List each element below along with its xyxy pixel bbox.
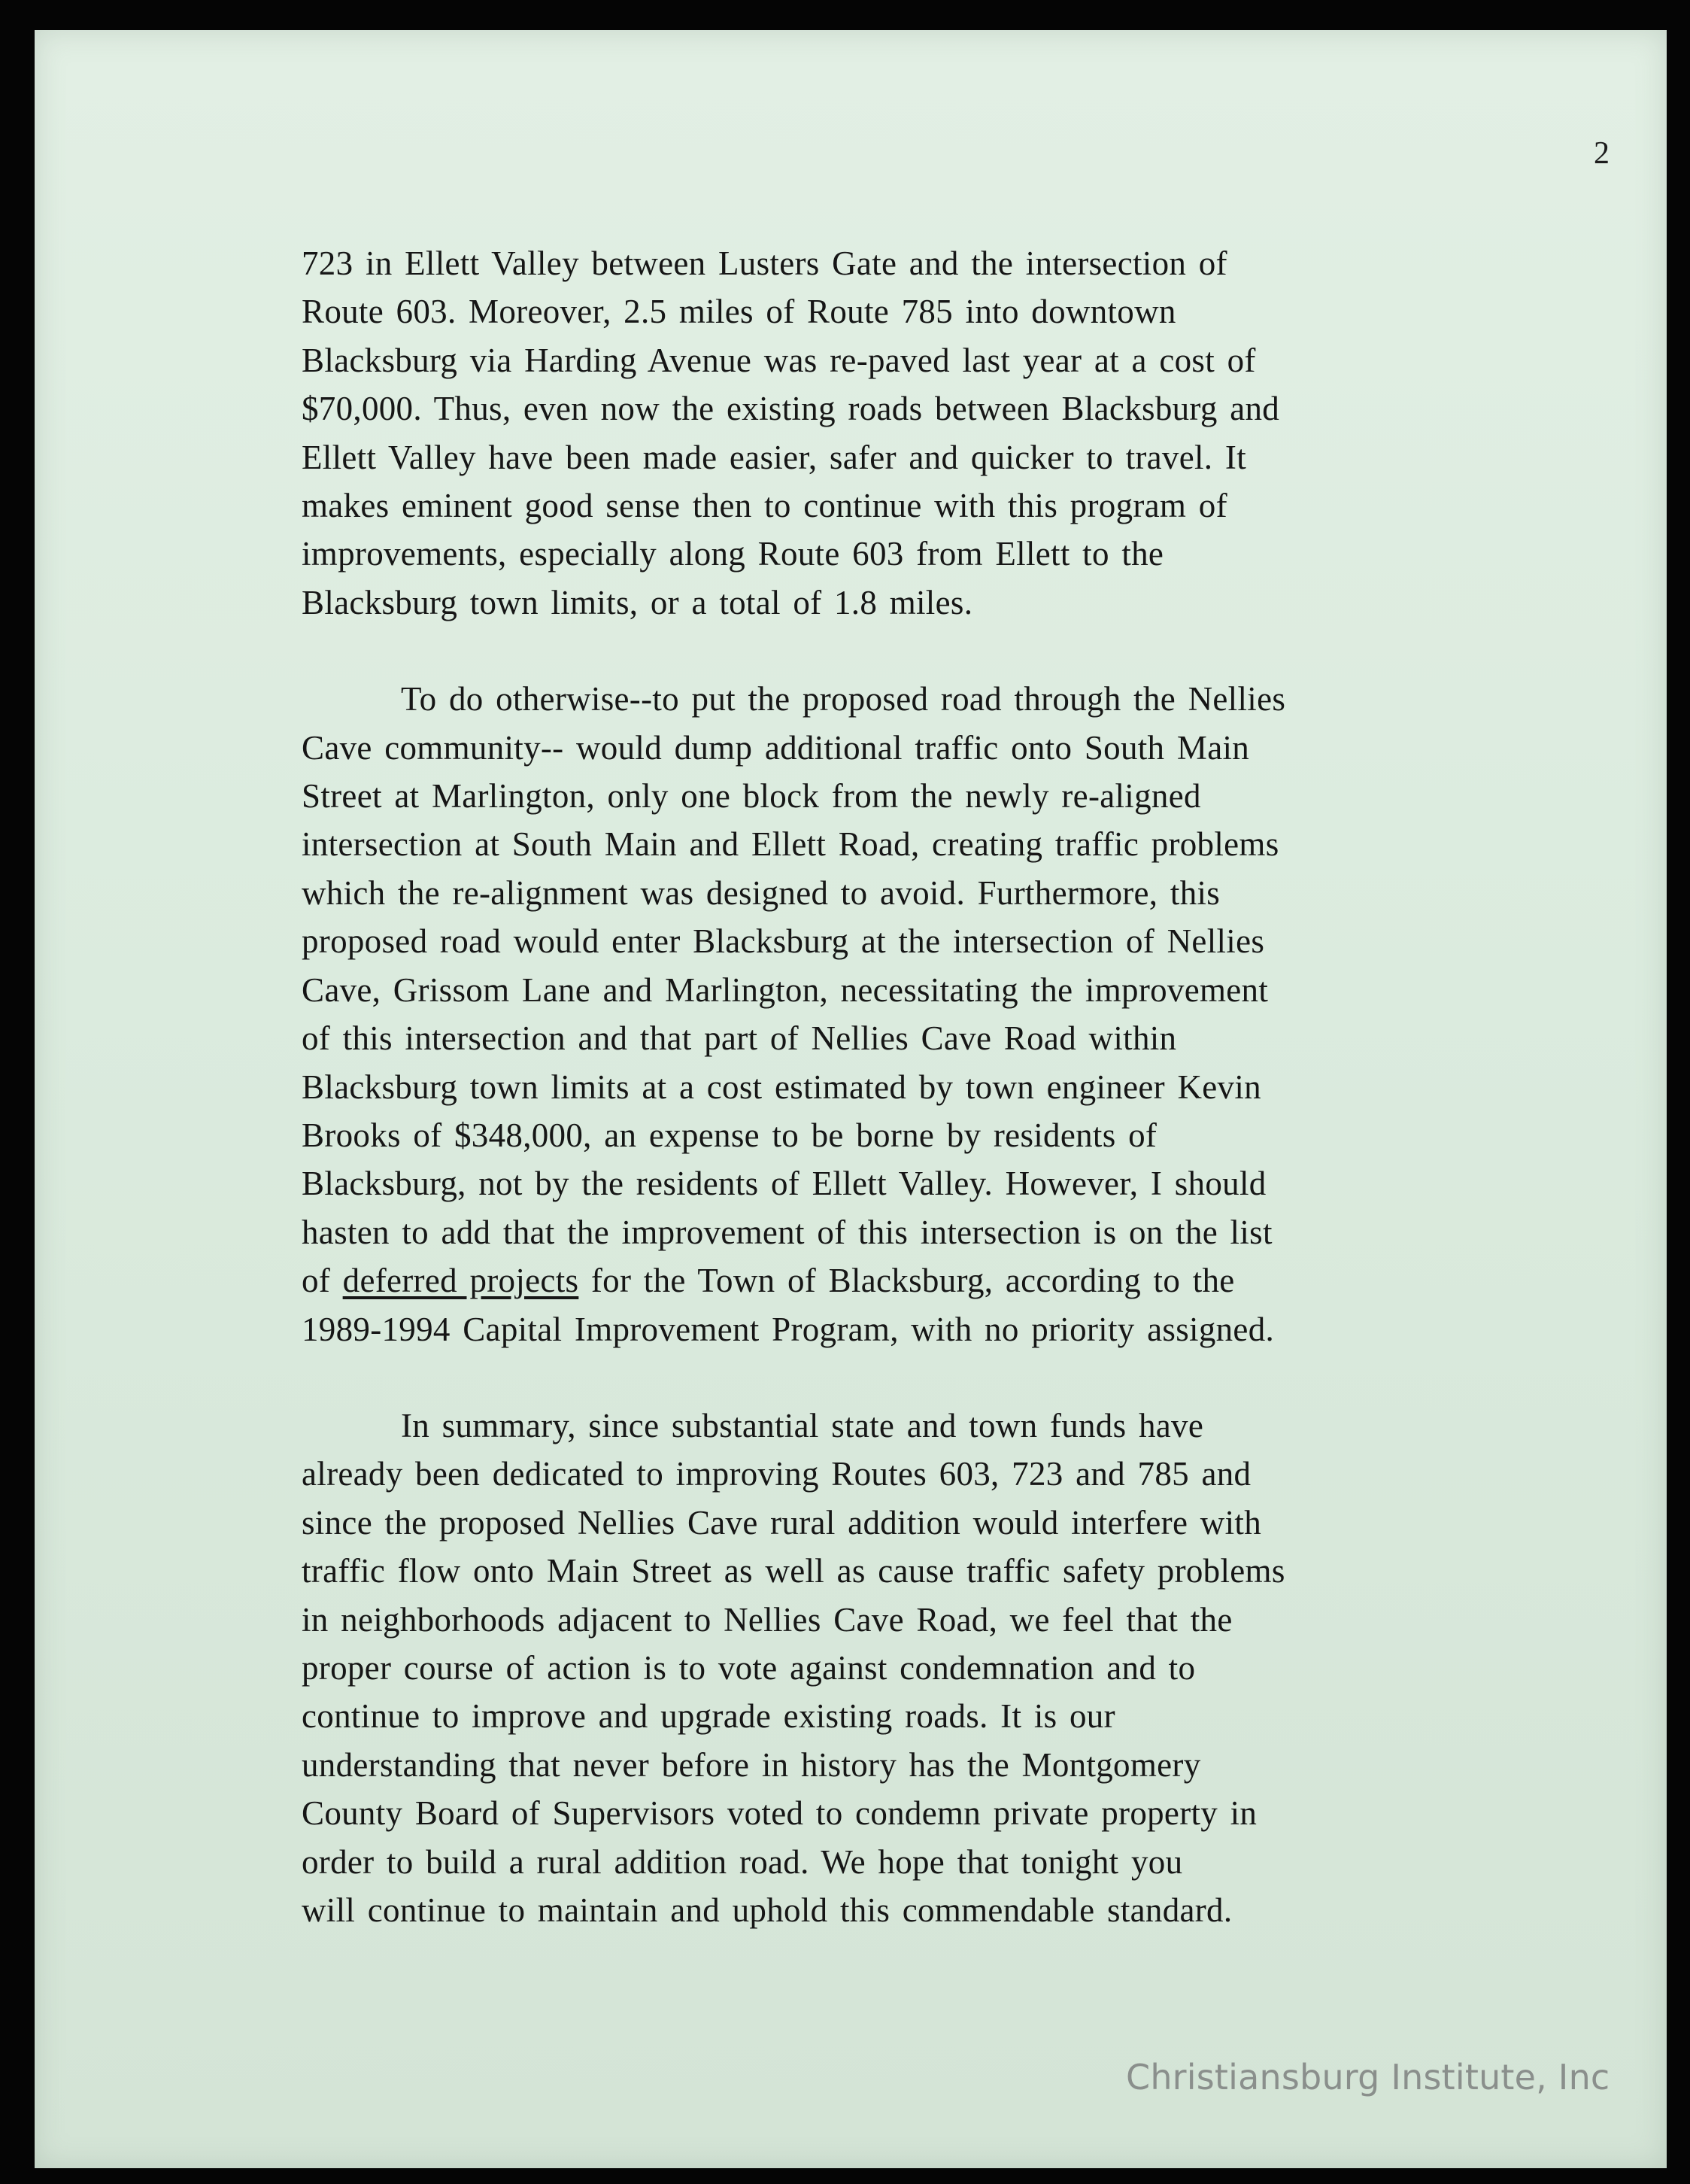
text-line: since the proposed Nellies Cave rural addition would interfere with (302, 1503, 1261, 1542)
text-line: 723 in Ellett Valley between Lusters Gate and the intersection of (302, 245, 1227, 282)
text-line: Blacksburg town limits at a cost estimated by town engineer Kevin (302, 1068, 1261, 1106)
text-line: Cave, Grissom Lane and Marlington, necessitating the improvement (302, 970, 1269, 1009)
document-page (35, 30, 1667, 2168)
text-line: makes eminent good sense then to continue with this program of (302, 487, 1227, 525)
text-line: Blacksburg, not by the residents of Ellett Valley. However, I should (302, 1165, 1267, 1203)
text-line: Brooks of $348,000, an expense to be borne by residents of (302, 1116, 1158, 1154)
text-line: continue to improve and upgrade existing roads. It is our (302, 1697, 1115, 1736)
text-line: Street at Marlington, only one block from the newly re-aligned (302, 777, 1201, 816)
text-line: will continue to maintain and uphold this commendable standard. (302, 1891, 1233, 1929)
text-line: 1989-1994 Capital Improvement Program, with no priority assigned. (302, 1310, 1275, 1348)
text-line: Blacksburg via Harding Avenue was re-paved last year at a cost of (302, 341, 1256, 379)
text-line: Cave community-- would dump additional traffic onto South Main (302, 728, 1250, 767)
text-line: County Board of Supervisors voted to condemn private property in (302, 1794, 1258, 1833)
text-line: traffic flow onto Main Street as well as cause traffic safety problems (302, 1552, 1285, 1590)
page-number: 2 (1594, 136, 1610, 171)
text-line: $70,000. Thus, even now the existing roads between Blacksburg and (302, 390, 1280, 428)
watermark: Christiansburg Institute, Inc (1126, 2057, 1610, 2097)
line-prefix: of (302, 1262, 343, 1300)
text-line: intersection at South Main and Ellett Road, creating traffic problems (302, 825, 1279, 864)
text-line: Ellett Valley have been made easier, safer and quicker to travel. It (302, 438, 1246, 476)
text-line: To do otherwise--to put the proposed road through the Nellies (401, 680, 1286, 718)
text-line: improvements, especially along Route 603 from Ellett to the (302, 535, 1164, 573)
text-line: Route 603. Moreover, 2.5 miles of Route 785 into downtown (302, 293, 1176, 331)
text-line: hasten to add that the improvement of this intersection is on the list (302, 1213, 1273, 1251)
text-line-with-underline (302, 1256, 1543, 1305)
text-line: in neighborhoods adjacent to Nellies Cave Road, we feel that the (302, 1600, 1233, 1639)
text-line: order to build a rural addition road. We hope that tonight you (302, 1842, 1183, 1881)
paragraph-3 (302, 1402, 1543, 1934)
text-line: already been dedicated to improving Routes 603, 723 and 785 and (302, 1455, 1252, 1493)
paragraph-2 (302, 675, 1543, 1353)
text-line: which the re-alignment was designed to avoid. Furthermore, this (302, 873, 1221, 912)
line-suffix: for the Town of Blacksburg, according to the (578, 1262, 1235, 1300)
text-line: proposed road would enter Blacksburg at the intersection of Nellies (302, 922, 1265, 961)
underlined-phrase: deferred projects (342, 1262, 579, 1300)
text-line: of this intersection and that part of Nellies Cave Road within (302, 1019, 1177, 1058)
text-line: understanding that never before in history has the Montgomery (302, 1745, 1201, 1784)
paragraph-1 (302, 239, 1543, 627)
text-line: In summary, since substantial state and town funds have (401, 1406, 1204, 1444)
body-text (302, 239, 1543, 1982)
text-line: proper course of action is to vote against condemnation and to (302, 1648, 1196, 1687)
text-line: Blacksburg town limits, or a total of 1.8 miles. (302, 583, 973, 621)
